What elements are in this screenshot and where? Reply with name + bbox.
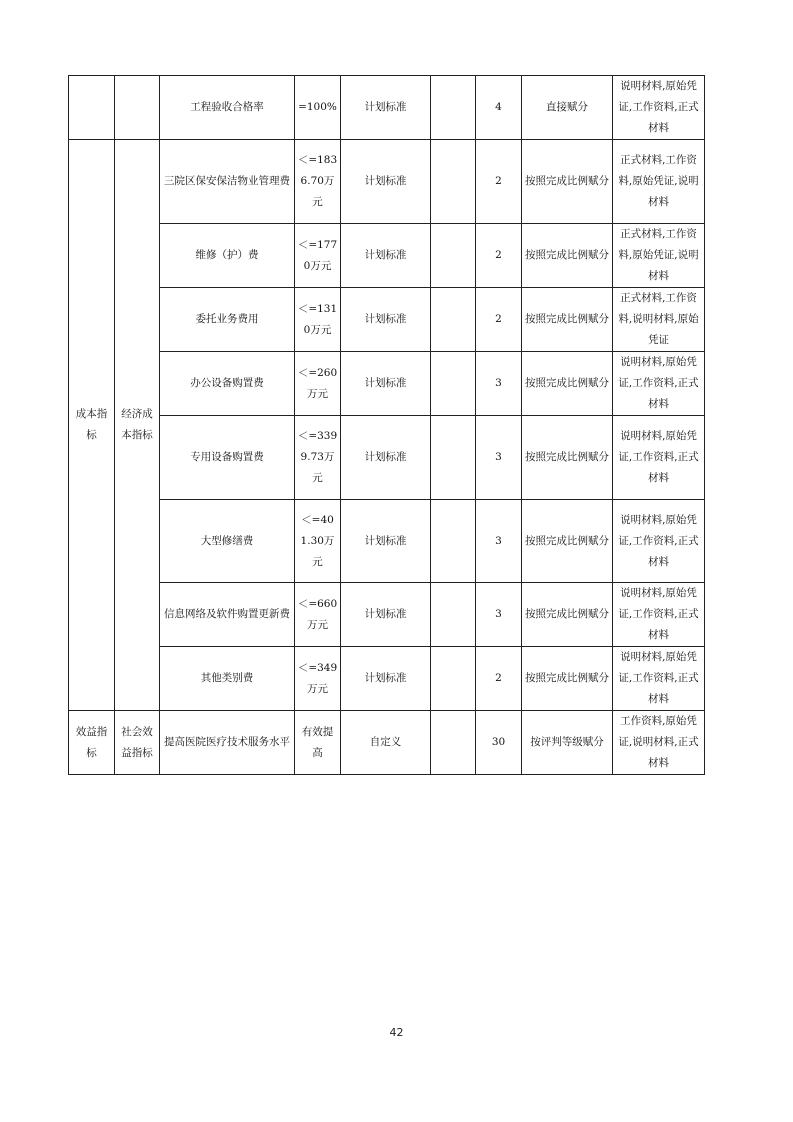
- standard-source-cell: 计划标准: [341, 500, 431, 583]
- indicator-name-cell: 大型修缮费: [160, 500, 295, 583]
- indicator-name-cell: 办公设备购置费: [160, 352, 295, 416]
- standard-source-cell: 计划标准: [341, 352, 431, 416]
- scoring-method-cell: 按照完成比例赋分: [522, 416, 613, 500]
- blank-cell: [431, 224, 476, 288]
- blank-cell: [431, 352, 476, 416]
- page-number: 42: [389, 1026, 404, 1039]
- table-row: [69, 288, 705, 352]
- standard-source-cell: 计划标准: [341, 416, 431, 500]
- level2-cell: [115, 76, 160, 140]
- weight-cell: 3: [476, 583, 522, 647]
- standard-source-cell: 计划标准: [341, 583, 431, 647]
- target-value-cell: ＜=660万元: [295, 583, 341, 647]
- blank-cell: [431, 140, 476, 224]
- evidence-cell: 正式材料,工作资料,说明材料,原始凭证: [613, 288, 705, 352]
- indicator-name-cell: 维修（护）费: [160, 224, 295, 288]
- table-row: [69, 647, 705, 711]
- target-value-cell: ＜=1310万元: [295, 288, 341, 352]
- weight-cell: 2: [476, 647, 522, 711]
- target-value-cell: ＜=3399.73万元: [295, 416, 341, 500]
- evidence-cell: 工作资料,原始凭证,说明材料,正式材料: [613, 711, 705, 775]
- weight-cell: 2: [476, 224, 522, 288]
- level1-indicator-cost: 成本指标: [69, 140, 115, 711]
- blank-cell: [431, 76, 476, 140]
- table-row: [69, 224, 705, 288]
- blank-cell: [431, 416, 476, 500]
- target-value-cell: 有效提高: [295, 711, 341, 775]
- evidence-cell: 说明材料,原始凭证,工作资料,正式材料: [613, 76, 705, 140]
- scoring-method-cell: 按照完成比例赋分: [522, 583, 613, 647]
- standard-source-cell: 计划标准: [341, 224, 431, 288]
- blank-cell: [431, 500, 476, 583]
- scoring-method-cell: 按照完成比例赋分: [522, 352, 613, 416]
- evidence-cell: 正式材料,工作资料,原始凭证,说明材料: [613, 140, 705, 224]
- indicator-name-cell: 工程验收合格率: [160, 76, 295, 140]
- scoring-method-cell: 按照完成比例赋分: [522, 647, 613, 711]
- table-row: [69, 416, 705, 500]
- table-row: [69, 140, 705, 224]
- scoring-method-cell: 按照完成比例赋分: [522, 288, 613, 352]
- indicator-name-cell: 提高医院医疗技术服务水平: [160, 711, 295, 775]
- target-value-cell: =100%: [295, 76, 341, 140]
- evidence-cell: 正式材料,工作资料,原始凭证,说明材料: [613, 224, 705, 288]
- indicator-name-cell: 信息网络及软件购置更新费: [160, 583, 295, 647]
- table-row: [69, 711, 705, 775]
- target-value-cell: ＜=1770万元: [295, 224, 341, 288]
- level2-indicator-social-benefit: 社会效益指标: [115, 711, 160, 775]
- evidence-cell: 说明材料,原始凭证,工作资料,正式材料: [613, 500, 705, 583]
- weight-cell: 4: [476, 76, 522, 140]
- evidence-cell: 说明材料,原始凭证,工作资料,正式材料: [613, 647, 705, 711]
- level1-cell: [69, 76, 115, 140]
- table-row: [69, 352, 705, 416]
- scoring-method-cell: 按照完成比例赋分: [522, 140, 613, 224]
- weight-cell: 2: [476, 288, 522, 352]
- weight-cell: 2: [476, 140, 522, 224]
- scoring-method-cell: 直接赋分: [522, 76, 613, 140]
- scoring-method-cell: 按照完成比例赋分: [522, 224, 613, 288]
- standard-source-cell: 计划标准: [341, 288, 431, 352]
- level2-indicator-economic-cost: 经济成本指标: [115, 140, 160, 711]
- level1-indicator-benefit: 效益指标: [69, 711, 115, 775]
- weight-cell: 3: [476, 500, 522, 583]
- indicator-name-cell: 委托业务费用: [160, 288, 295, 352]
- table-row: [69, 500, 705, 583]
- weight-cell: 3: [476, 352, 522, 416]
- blank-cell: [431, 288, 476, 352]
- target-value-cell: ＜=260万元: [295, 352, 341, 416]
- evidence-cell: 说明材料,原始凭证,工作资料,正式材料: [613, 352, 705, 416]
- standard-source-cell: 自定义: [341, 711, 431, 775]
- performance-indicator-table: [68, 75, 705, 775]
- weight-cell: 30: [476, 711, 522, 775]
- indicator-name-cell: 其他类别费: [160, 647, 295, 711]
- blank-cell: [431, 583, 476, 647]
- target-value-cell: ＜=1836.70万元: [295, 140, 341, 224]
- table-row: [69, 76, 705, 140]
- target-value-cell: ＜=401.30万元: [295, 500, 341, 583]
- evidence-cell: 说明材料,原始凭证,工作资料,正式材料: [613, 416, 705, 500]
- target-value-cell: ＜=349万元: [295, 647, 341, 711]
- evidence-cell: 说明材料,原始凭证,工作资料,正式材料: [613, 583, 705, 647]
- blank-cell: [431, 647, 476, 711]
- weight-cell: 3: [476, 416, 522, 500]
- blank-cell: [431, 711, 476, 775]
- indicator-name-cell: 三院区保安保洁物业管理费: [160, 140, 295, 224]
- standard-source-cell: 计划标准: [341, 647, 431, 711]
- standard-source-cell: 计划标准: [341, 76, 431, 140]
- table-row: [69, 583, 705, 647]
- scoring-method-cell: 按评判等级赋分: [522, 711, 613, 775]
- scoring-method-cell: 按照完成比例赋分: [522, 500, 613, 583]
- standard-source-cell: 计划标准: [341, 140, 431, 224]
- indicator-name-cell: 专用设备购置费: [160, 416, 295, 500]
